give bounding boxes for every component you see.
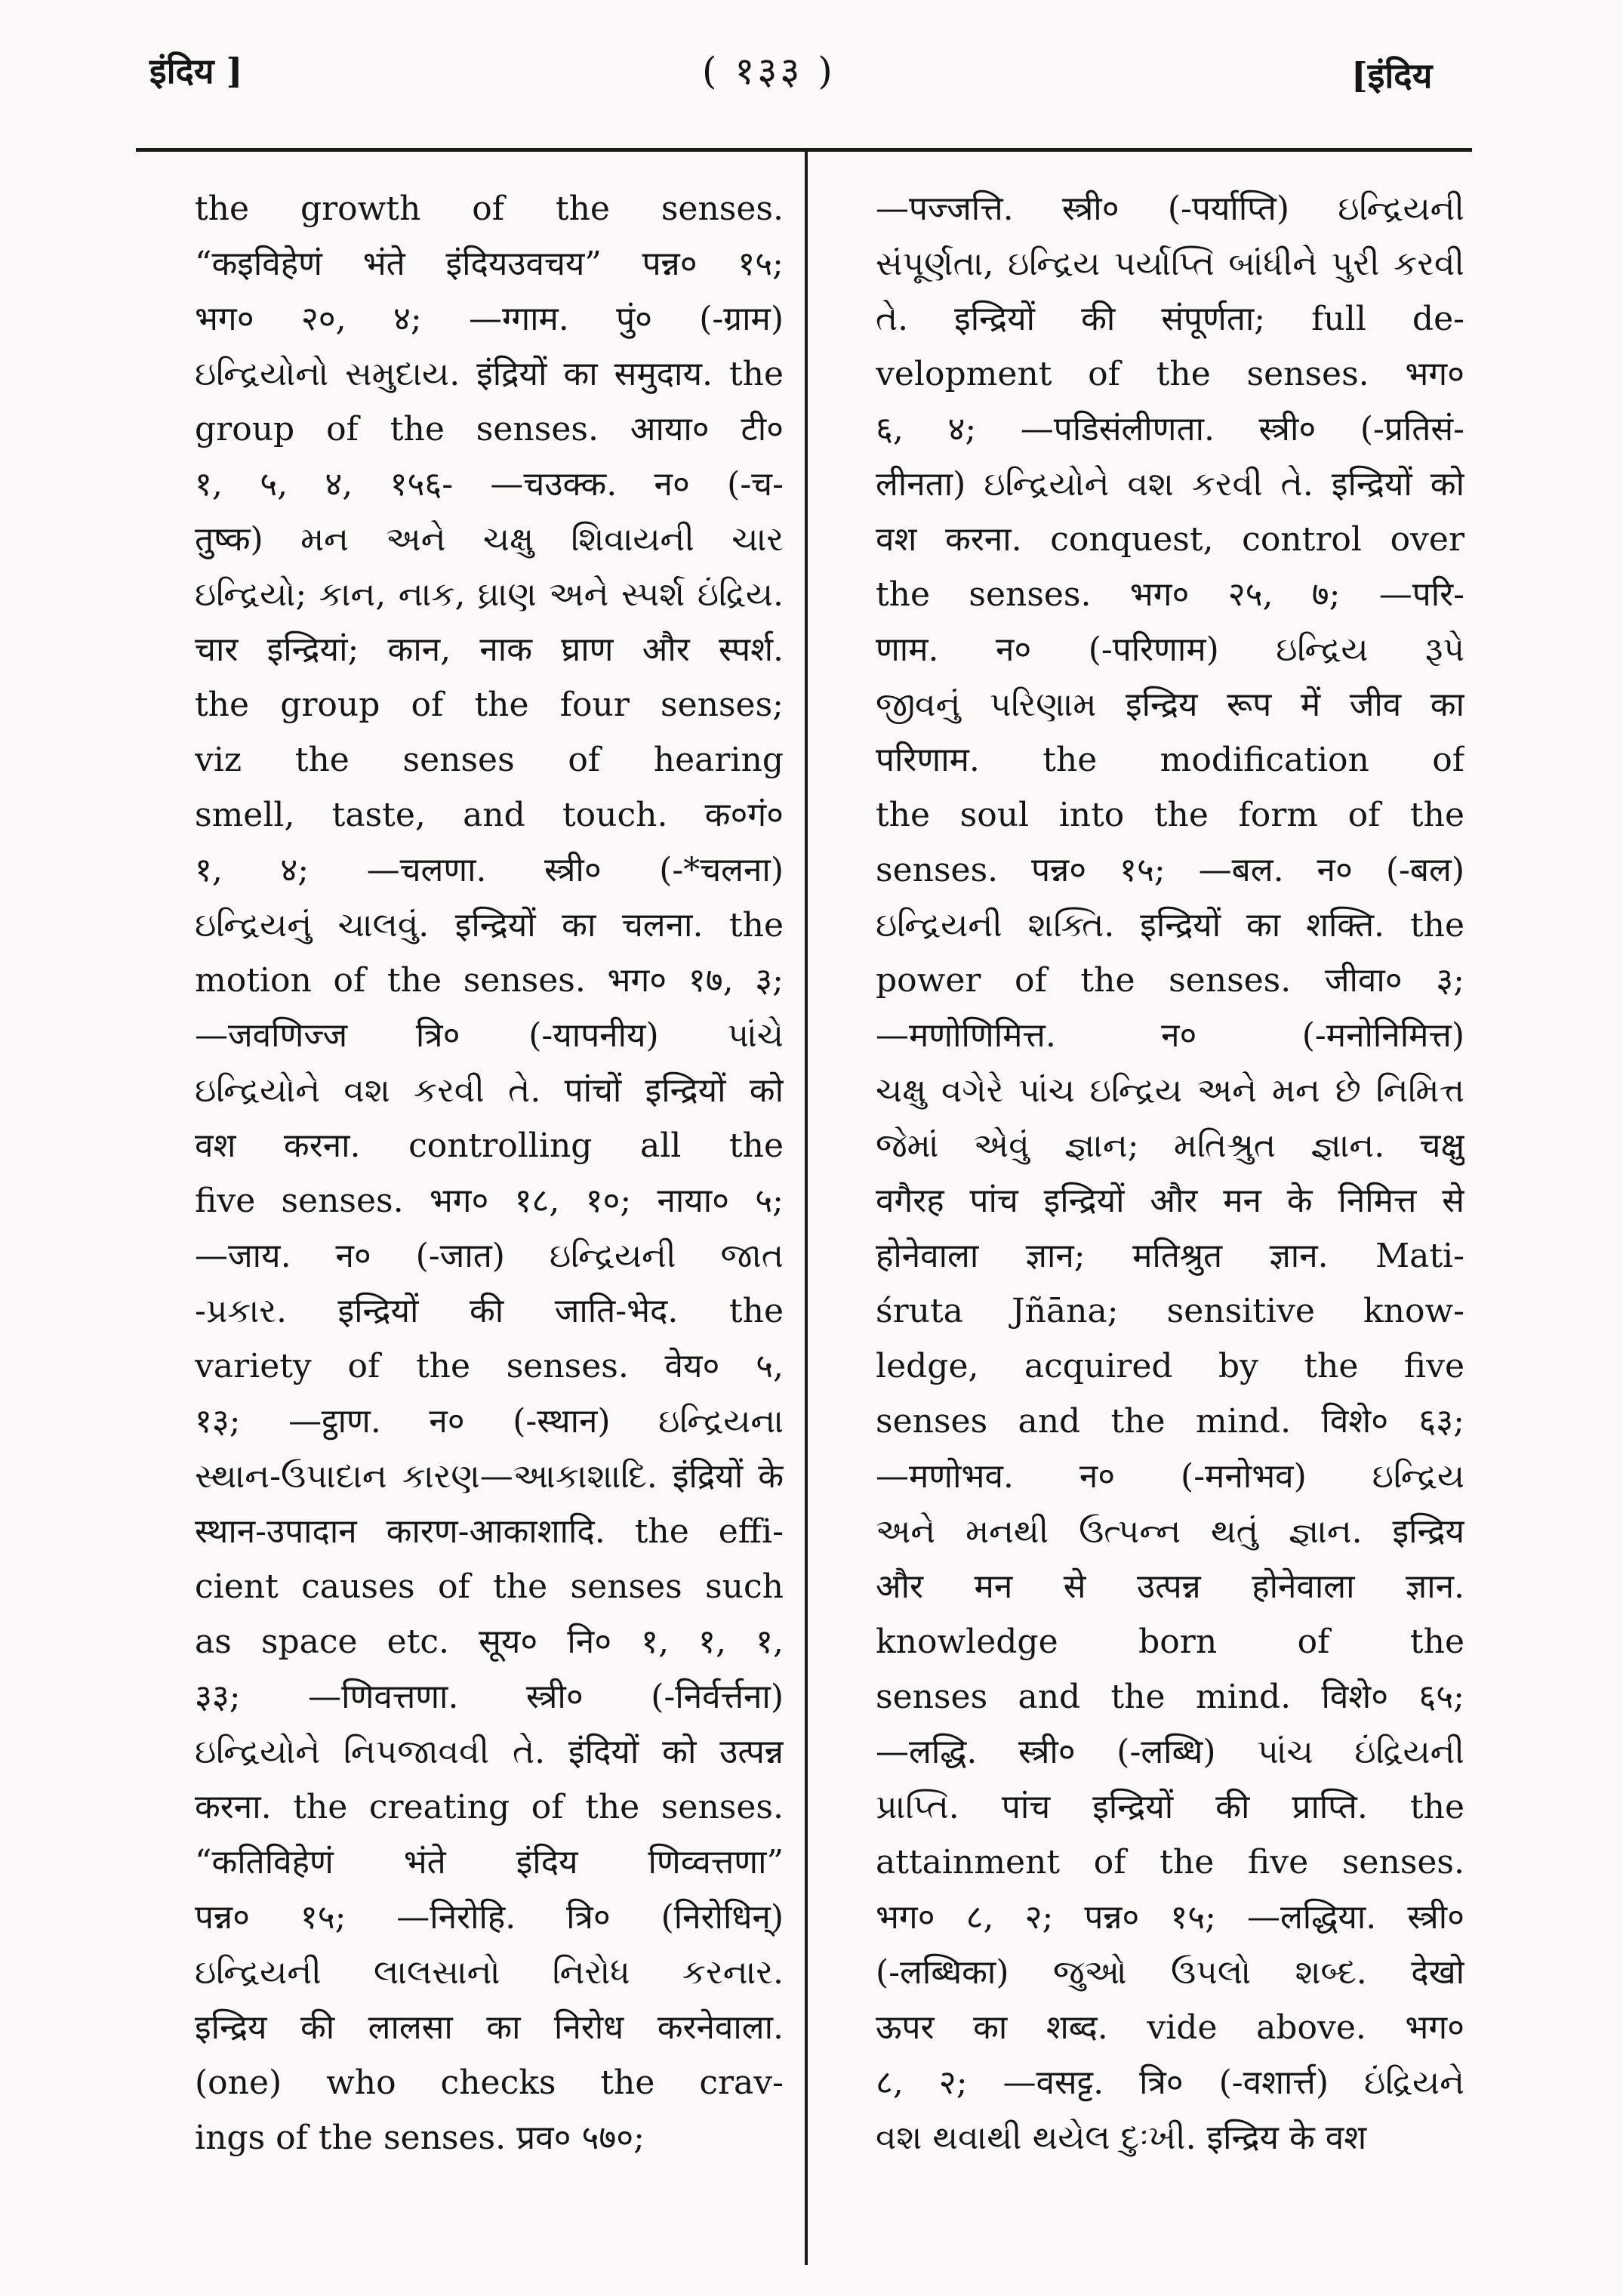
text-line: चार इन्द्रियां; कान, नाक घ्राण और स्पर्श.	[195, 630, 784, 669]
text-line: ८, २; —वसट्ट. त्रि० (-वशार्त्त) ઇંદ્રિયને	[876, 2063, 1464, 2102]
running-head-left: इंदिय ]	[149, 51, 243, 91]
text-line: १, ५, ४, १५६- —चउक्क. न० (-च-	[195, 465, 784, 504]
text-line: —जाय. न० (-जात) ઇન્દ્રિયની જાત	[195, 1237, 784, 1275]
text-line: ऊपर का शब्द. vide above. भग०	[876, 2008, 1464, 2047]
text-line: પ્રાપ્તિ. पांच इन्द्रियों की प्राप्ति. the	[876, 1788, 1464, 1826]
text-line: વશ થવાથી થયેલ દુઃખી. इन्द्रिय के वश	[876, 2119, 1367, 2157]
text-line: “कइविहेणं भंते इंदियउवचय” पन्न० १५;	[195, 245, 784, 283]
text-line: જેમાં એવું જ્ઞાન; મતિશ્રુત જ્ઞાન. चक्षु	[876, 1126, 1464, 1165]
text-line: करना. the creating of the senses.	[195, 1788, 784, 1826]
text-line: ઇન્દ્રિયની લાલસાનો નિરોધ કરનાર.	[195, 1953, 784, 1992]
text-line: સંપૂર્ણતા, ઇન્દ્રિય પર્યાપ્તિ બાંધીને પુરી કરવી	[876, 245, 1464, 283]
text-line: five senses. भग० १८, १०; नाया० ५;	[195, 1182, 784, 1220]
text-line: —मणोभव. न० (-मनोभव) ઇન્દ્રિય	[876, 1457, 1464, 1496]
text-line: १३; —ट्ठाण. न० (-स्थान) ઇન્દ્રિયના	[195, 1402, 784, 1441]
text-line: ledge, acquired by the five	[876, 1347, 1464, 1385]
text-line: ઇન્દ્રિયોને નિપજાવવી તે. इंदियों को उत्पन्न	[195, 1733, 784, 1771]
text-line: the growth of the senses.	[195, 190, 784, 228]
text-line: भग० २०, ४; —ग्गाम. पुं० (-ग्राम)	[195, 300, 784, 338]
text-line: भग० ८, २; पन्न० १५; —लद्धिया. स्त्री०	[876, 1898, 1464, 1937]
text-line: णाम. न० (-परिणाम) ઇન્દ્રિય રૂપે	[876, 630, 1464, 669]
page-header	[0, 0, 1623, 151]
text-line: viz the senses of hearing	[195, 741, 784, 779]
text-line: —जवणिज्ज त्रि० (-यापनीय) પાંચે	[195, 1016, 784, 1055]
text-line: power of the senses. जीवा० ३;	[876, 961, 1464, 1000]
text-line: स्थान-उपादान कारण-आकाशादि. the effi-	[195, 1512, 784, 1551]
text-line: ings of the senses. प्रव० ५७०;	[195, 2119, 645, 2157]
text-line: और मन से उत्पन्न होनेवाला ज्ञान.	[876, 1567, 1464, 1606]
text-line: the senses. भग० २५, ७; —परि-	[876, 575, 1464, 614]
text-line: वगैरह पांच इन्द्रियों और मन के निमित्त से	[876, 1182, 1464, 1220]
text-line: તે. इन्द्रियों की संपूर्णता; full de-	[876, 300, 1464, 338]
text-line: motion of the senses. भग० १७, ३;	[195, 961, 784, 1000]
text-line: वश करना. conquest, control over	[876, 520, 1464, 559]
text-line: senses. पन्न० १५; —बल. न० (-बल)	[876, 851, 1464, 889]
text-line: ચક્ષુ વગેરે પાંચ ઇન્દ્રિય અને મન છે નિમિત્ત	[876, 1071, 1464, 1110]
text-line: variety of the senses. वेय० ५,	[195, 1347, 784, 1385]
text-line: ઇન્દ્રિયોનો સમુદાય. इंद्रियों का समुदाय. the	[195, 355, 784, 393]
text-line: वश करना. controlling all the	[195, 1126, 784, 1165]
text-line: ઇન્દ્રિયોને વશ કરવી તે. पांचों इन्द्रियों को	[195, 1071, 784, 1110]
text-line: —पज्जत्ति. स्त्री० (-पर्याप्ति) ઇન્દ્રિયની	[876, 190, 1464, 228]
text-line: ६, ४; —पडिसंलीणता. स्त्री० (-प्रतिसं-	[876, 410, 1464, 448]
text-line: ઇન્દ્રિયો; કાન, નાક, ઘ્રાણ અને સ્પર્શ ઇંદ્રિય.	[195, 575, 784, 614]
text-line: लीनता) ઇન્દ્રિયોને વશ કરવી તે. इन्द्रियों को	[876, 465, 1464, 504]
text-line: परिणाम. the modification of	[876, 741, 1464, 779]
text-line: smell, taste, and touch. क०गं०	[195, 796, 784, 834]
text-line: attainment of the five senses.	[876, 1843, 1464, 1881]
text-line: cient causes of the senses such	[195, 1567, 784, 1606]
text-line: śruta Jñāna; sensitive know-	[876, 1292, 1464, 1330]
right-column	[876, 181, 1464, 2174]
running-head-right: [इंदिय	[1351, 55, 1433, 96]
page-number: ( १३३ )	[702, 49, 836, 93]
text-line: group of the senses. आया० टी०	[195, 410, 784, 448]
text-line: “कतिविहेणं भंते इंदिय णिव्वत्तणा”	[195, 1843, 784, 1881]
text-line: तुष्क) મન અને ચક્ષુ શિવાયની ચાર	[195, 520, 784, 559]
text-line: ३३; —णिवत्तणा. स्त्री० (-निर्वर्त्तना)	[195, 1678, 784, 1716]
text-line: સ્થાન-ઉપાદાન કારણ—આકાશાદિ. इंद्रियों के	[195, 1457, 784, 1496]
column-divider	[805, 151, 808, 2265]
text-line: ઇન્દ્રિયનું ચાલવું. इन्द्रियों का चलना. the	[195, 906, 784, 945]
text-line: senses and the mind. विशे० ६३;	[876, 1402, 1464, 1441]
text-line: -પ્રકાર. इन्द्रियों की जाति-भेद. the	[195, 1292, 784, 1330]
left-column	[195, 181, 784, 2174]
text-line: —मणोणिमित्त. न० (-मनोनिमित्त)	[876, 1016, 1464, 1055]
text-line: पन्न० १५; —निरोहि. त्रि० (निरोधिन्)	[195, 1898, 784, 1937]
text-line: (-लब्धिका) જુઓ ઉપલો શબ્દ. देखो	[876, 1953, 1464, 1992]
text-line: as space etc. सूय० नि० १, १, १,	[195, 1623, 784, 1661]
text-line: —लद्धि. स्त्री० (-लब्धि) પાંચ ઇંદ્રિયની	[876, 1733, 1464, 1771]
text-line: होनेवाला ज्ञान; मतिश्रुत ज्ञान. Mati-	[876, 1237, 1464, 1275]
text-line: અને મનથી ઉત્પન્ન થતું જ્ઞાન. इन्द्रिय	[876, 1512, 1464, 1551]
text-line: इन्द्रिय की लालसा का निरोध करनेवाला.	[195, 2008, 784, 2047]
text-line: the soul into the form of the	[876, 796, 1464, 834]
header-rule	[136, 148, 1472, 152]
text-line: १, ४; —चलणा. स्त्री० (-*चलना)	[195, 851, 784, 889]
text-line: જીવનું પરિણામ इन्द्रिय रूप में जीव का	[876, 686, 1464, 724]
text-line: velopment of the senses. भग०	[876, 355, 1464, 393]
text-line: ઇન્દ્રિયની શક્તિ. इन्द्रियों का शक्ति. the	[876, 906, 1464, 945]
text-line: knowledge born of the	[876, 1623, 1464, 1661]
text-line: (one) who checks the crav-	[195, 2063, 784, 2102]
text-line: the group of the four senses;	[195, 686, 784, 724]
text-line: senses and the mind. विशे० ६५;	[876, 1678, 1464, 1716]
